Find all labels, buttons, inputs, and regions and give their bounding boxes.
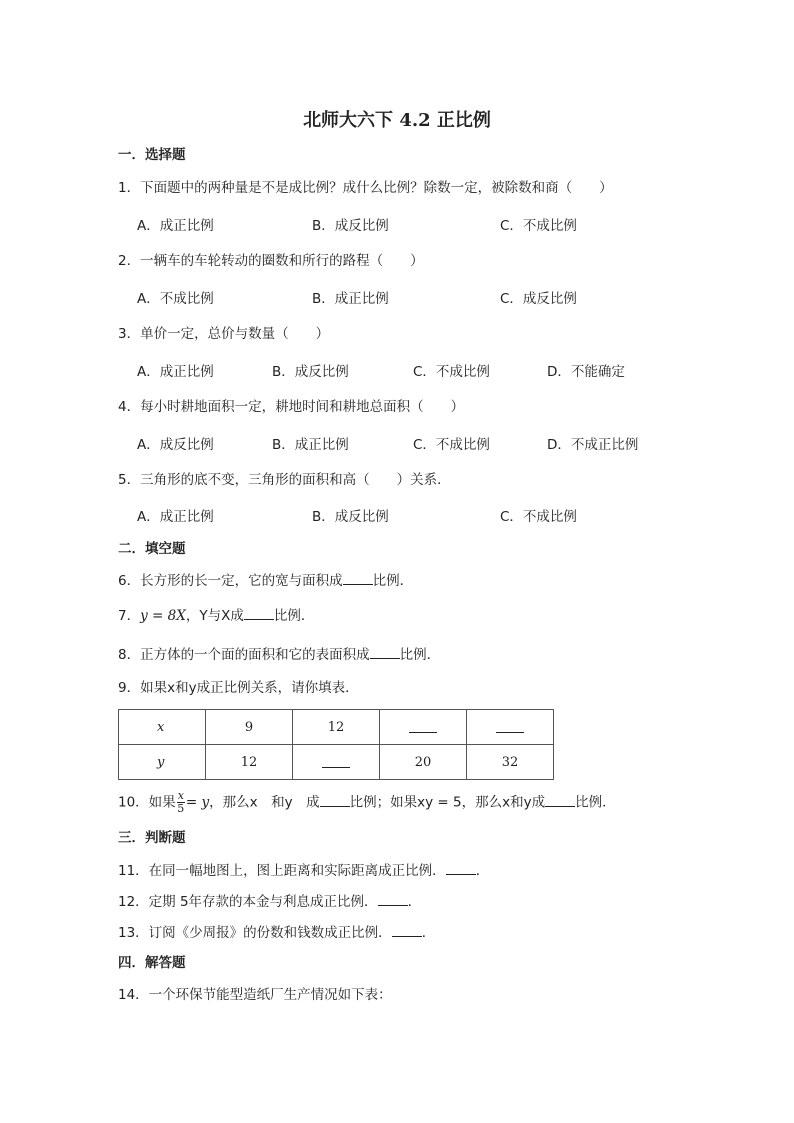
q1-option-c: C．不成比例 — [500, 218, 577, 234]
section-heading-choice: 一．选择题 — [118, 147, 186, 163]
q12-end: ． — [407, 894, 422, 910]
question-11 — [118, 861, 489, 880]
q8-text: 8．正方体的一个面的面积和它的表面积成 — [118, 647, 370, 663]
q3-option-d: D．不能确定 — [547, 364, 625, 380]
q4-option-a: A．成反比例 — [137, 437, 214, 453]
q6-text: 6．长方形的长一定，它的宽与面积成 — [118, 573, 343, 589]
question-7 — [118, 606, 314, 625]
fraction-denominator: 5 — [177, 802, 185, 815]
q10-blank-1 — [320, 793, 350, 807]
q10-blank-2 — [545, 793, 575, 807]
blank-line — [409, 718, 437, 733]
section-heading-answer: 四．解答题 — [118, 955, 186, 971]
blank-line — [322, 753, 350, 768]
table-cell: 20 — [380, 745, 467, 780]
q8-blank — [370, 645, 400, 659]
q11-end: ． — [475, 863, 490, 879]
question-4: 4．每小时耕地面积一定，耕地时间和耕地总面积（ ） — [118, 399, 465, 415]
q2-option-a: A．不成比例 — [137, 291, 214, 307]
q5-option-c: C．不成比例 — [500, 509, 577, 525]
question-2: 2．一辆车的车轮转动的圈数和所行的路程（ ） — [118, 253, 424, 269]
q7-equation: y = 8X — [140, 608, 186, 624]
question-3: 3．单价一定，总价与数量（ ） — [118, 326, 330, 342]
section-heading-fill: 二．填空题 — [118, 541, 186, 557]
question-5: 5．三角形的底不变，三角形的面积和高（ ）关系． — [118, 472, 451, 488]
q10-fraction — [177, 790, 185, 815]
question-13 — [118, 923, 435, 942]
page-title: 北师大六下 4.2 正比例 — [303, 110, 491, 131]
q4-option-c: C．不成比例 — [413, 437, 490, 453]
q7-text: ，Y与X成 — [185, 608, 244, 624]
question-10 — [118, 790, 616, 815]
q10-number: 10．如果 — [118, 794, 176, 811]
table-cell: 32 — [467, 745, 554, 780]
q7-text-end: 比例． — [273, 608, 315, 624]
q3-option-a: A．成正比例 — [137, 364, 214, 380]
q10-text-3: 比例． — [575, 794, 616, 811]
question-14: 14．一个环保节能型造纸厂生产情况如下表： — [118, 987, 392, 1003]
q9-table — [118, 709, 554, 780]
q3-option-c: C．不成比例 — [413, 364, 490, 380]
q6-blank — [343, 571, 373, 585]
q1-option-a: A．成正比例 — [137, 218, 214, 234]
q10-text-2: 比例；如果xy = 5，那么x和y成 — [349, 794, 546, 811]
question-12 — [118, 892, 421, 911]
table-cell: 12 — [206, 745, 293, 780]
table-cell-blank — [467, 710, 554, 745]
fraction-numerator: x — [177, 789, 184, 802]
q6-text-end: 比例． — [372, 573, 414, 589]
table-cell-x-label: x — [119, 710, 206, 745]
q13-blank — [392, 923, 422, 937]
table-cell-y-label: y — [119, 745, 206, 780]
q4-option-d: D．不成正比例 — [547, 437, 639, 453]
q5-option-a: A．成正比例 — [137, 509, 214, 525]
table-cell-blank — [380, 710, 467, 745]
q2-option-b: B．成正比例 — [312, 291, 389, 307]
q12-text: 12．定期 5年存款的本金与利息成正比例． — [118, 894, 378, 910]
q12-blank — [378, 892, 408, 906]
q7-blank — [244, 606, 274, 620]
q10-text-1: ，那么x 和y 成 — [209, 794, 320, 811]
table-cell-blank — [293, 745, 380, 780]
q4-option-b: B．成正比例 — [272, 437, 349, 453]
table-row — [119, 710, 554, 745]
q3-option-b: B．成反比例 — [272, 364, 349, 380]
section-heading-judge: 三．判断题 — [118, 830, 186, 846]
table-cell: 12 — [293, 710, 380, 745]
q11-text: 11．在同一幅地图上，图上距离和实际距离成正比例． — [118, 863, 446, 879]
table-cell: 9 — [206, 710, 293, 745]
q7-number: 7． — [118, 608, 141, 624]
question-1: 1．下面题中的两种量是不是成比例？成什么比例？除数一定，被除数和商（ ） — [118, 180, 613, 196]
q1-option-b: B．成反比例 — [312, 218, 389, 234]
q8-text-end: 比例． — [399, 647, 441, 663]
q2-option-c: C．成反比例 — [500, 291, 577, 307]
q13-text: 13．订阅《少周报》的份数和钱数成正比例． — [118, 925, 392, 941]
table-row — [119, 745, 554, 780]
q10-equation: = y — [185, 794, 210, 811]
blank-line — [496, 718, 524, 733]
q5-option-b: B．成反比例 — [312, 509, 389, 525]
question-6 — [118, 571, 413, 590]
question-9: 9．如果x和y成正比例关系，请你填表． — [118, 680, 359, 696]
question-8 — [118, 645, 440, 664]
q13-end: ． — [421, 925, 436, 941]
q11-blank — [446, 861, 476, 875]
